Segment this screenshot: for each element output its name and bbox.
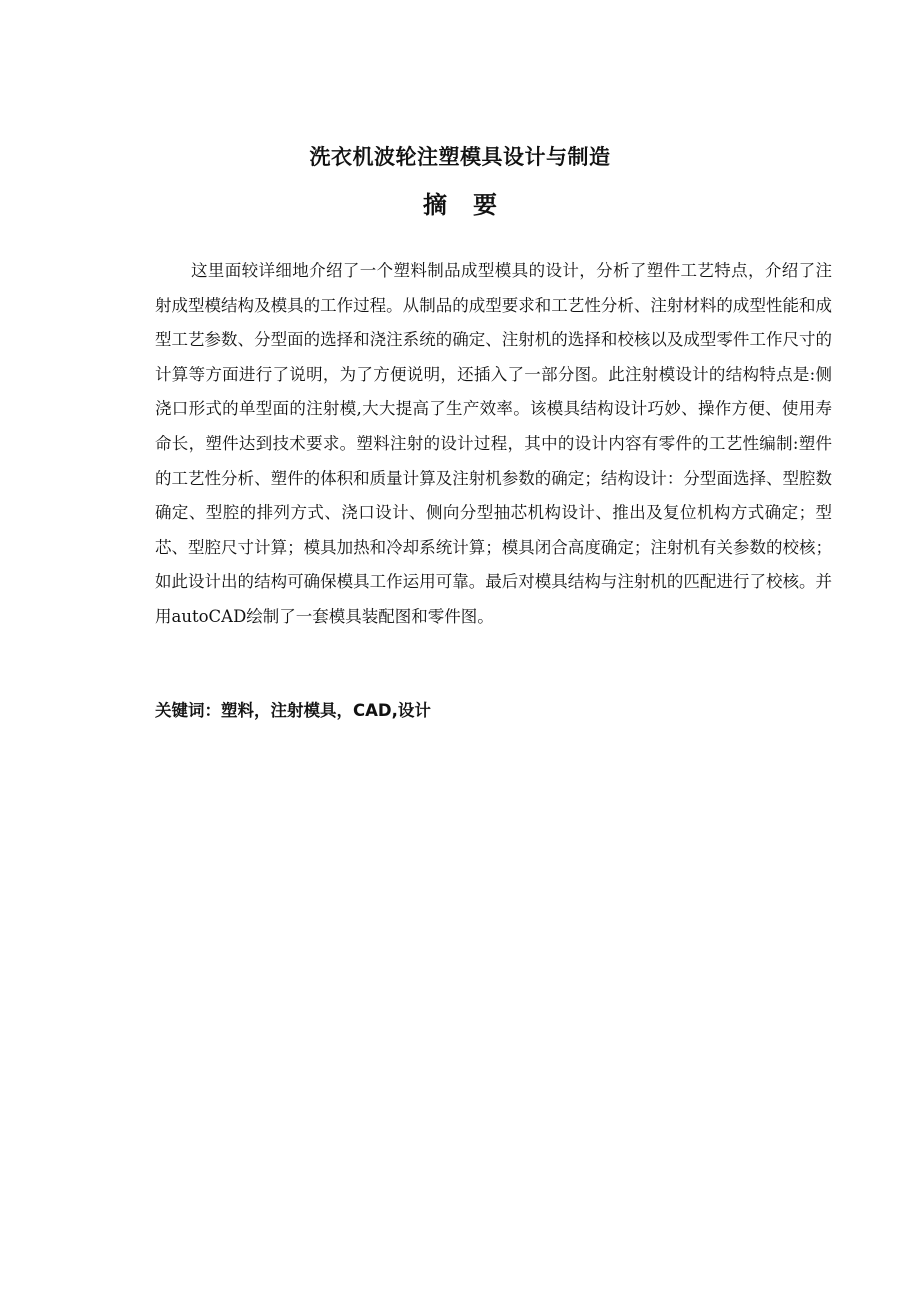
abstract-heading-char-1: 摘 [423, 191, 447, 219]
keywords-value: 塑料，注射模具，CAD,设计 [221, 701, 431, 720]
abstract-body: 这里面较详细地介绍了一个塑料制品成型模具的设计，分析了塑件工艺特点，介绍了注射成型模结构及模具的工作过程。从制品的成型要求和工艺性分析、注射材料的成型性能和成型工艺参数、分型面的选择和浇注系统的确定、注射机的选择和校核以及成型零件工作尺寸的计算等方面进行了说明，为了方便说明，还插入了一部分图。此注射模设计的结构特点是:侧浇口形式的单型面的注射模,大大提高了生产效率。该模具结构设计巧妙、操作方便、使用寿命长，塑件达到技术要求。塑料注射的设计过程，其中的设计内容有零件的工艺性编制:塑件的工艺性分析、塑件的体积和质量计算及注射机参数的确定；结构设计：分型面选择、型腔数确定、型腔的排列方式、浇口设计、侧向分型抽芯机构设计、推出及复位机构方式确定；型芯、型腔尺寸计算；模具加热和冷却系统计算；模具闭合高度确定；注射机有关参数的校核；如此设计出的结构可确保模具工作运用可靠。最后对模具结构与注射机的匹配进行了校核。并用autoCAD绘制了一套模具装配图和零件图。 [155, 261, 832, 626]
abstract-heading [0, 187, 920, 223]
abstract-heading-char-2: 要 [473, 191, 497, 219]
document-title: 洗衣机波轮注塑模具设计与制造 [309, 145, 611, 169]
keywords-label: 关键词： [155, 701, 221, 720]
keywords-line [155, 697, 832, 725]
